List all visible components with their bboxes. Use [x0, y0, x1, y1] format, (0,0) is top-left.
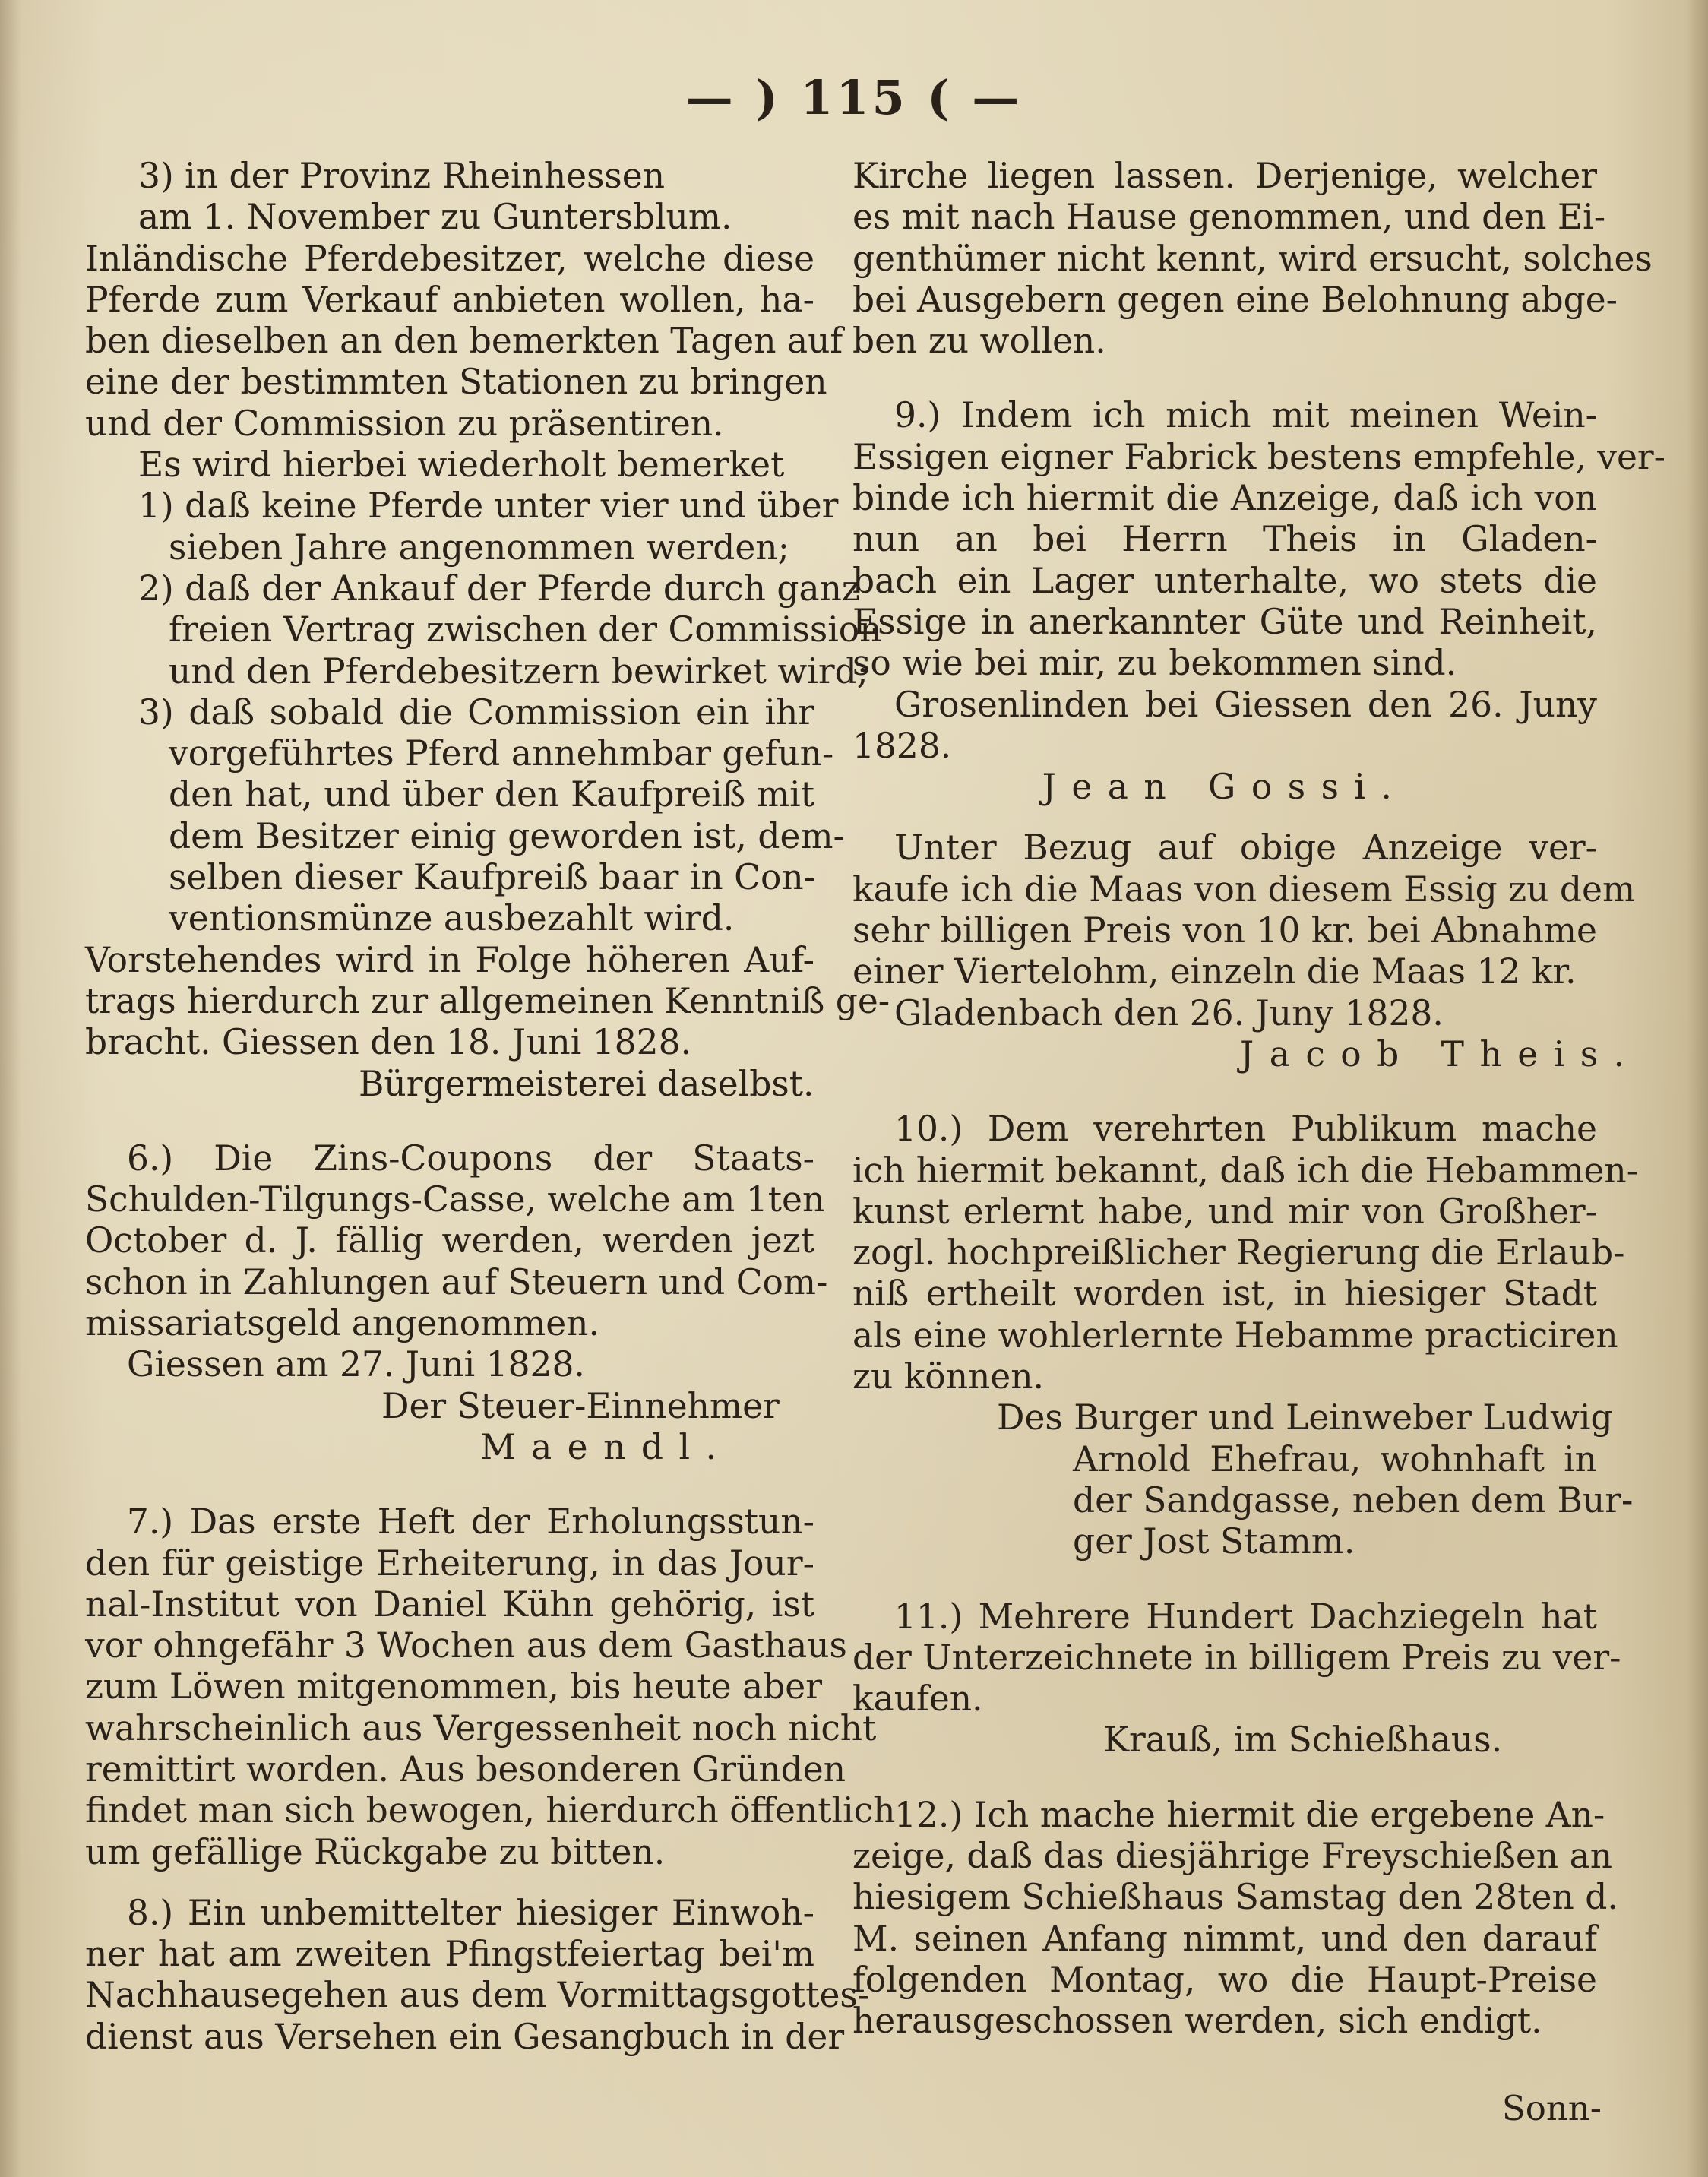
- list-item-continuation: sieben Jahre angenommen werden;: [169, 527, 789, 568]
- text-line: 3) in der Provinz Rheinhessen: [138, 156, 666, 196]
- text-line: Vorstehendes wird in Folge höheren Auf-: [85, 939, 814, 980]
- notice-11-line: 11.) Mehrere Hundert Dachziegeln hat: [894, 1596, 1597, 1637]
- notice-12-line: zeige, daß das diesjährige Freyschießen an: [852, 1835, 1613, 1876]
- list-item-continuation: und den Pferdebesitzern bewirket wird;: [169, 650, 869, 691]
- notice-10-line: zu können.: [852, 1356, 1045, 1397]
- notice-8-line: ner hat am zweiten Pfingstfeiertag bei'm: [85, 1934, 814, 1975]
- list-item-continuation: dem Besitzer einig geworden ist, dem-: [169, 815, 845, 856]
- right-column: [852, 156, 1666, 2042]
- notice-9b-line: sehr billigen Preis von 10 kr. bei Abnahme: [852, 910, 1597, 951]
- text-line: Inländische Pferdebesitzer, welche diese: [85, 238, 814, 279]
- list-item-continuation: den hat, und über den Kaufpreiß mit: [169, 774, 814, 815]
- notice-10-line: zogl. hochpreißlicher Regierung die Erlaub-: [852, 1232, 1625, 1274]
- notice-8-continuation: Kirche liegen lassen. Derjenige, welcher: [852, 156, 1597, 196]
- text-line: und der Commission zu präsentiren.: [85, 403, 724, 444]
- catchword: Sonn-: [1501, 2088, 1602, 2128]
- notice-7-line: den für geistige Erheiterung, in das Jour-: [85, 1543, 814, 1584]
- notice-8-continuation: es mit nach Hause genommen, und den Ei-: [852, 197, 1606, 238]
- notice-8-line: dienst aus Versehen ein Gesangbuch in der: [85, 2016, 845, 2057]
- notice-6-line: schon in Zahlungen auf Steuern und Com-: [85, 1261, 828, 1302]
- notice-6-line: Schulden-Tilgungs-Casse, welche am 1ten: [85, 1179, 825, 1220]
- list-item: 1) daß keine Pferde unter vier und über: [138, 486, 839, 527]
- notice-7-line: zum Löwen mitgenommen, bis heute aber: [85, 1666, 822, 1707]
- notice-12-line: 12.) Ich mache hiermit die ergebene An-: [894, 1794, 1605, 1835]
- notice-9-year: 1828.: [852, 725, 952, 766]
- notice-9b-line: kaufe ich die Maas von diesem Essig zu dem: [852, 869, 1636, 910]
- notice-6-signature-title: Der Steuer-Einnehmer: [381, 1385, 780, 1426]
- notice-9-line: so wie bei mir, zu bekommen sind.: [852, 643, 1457, 684]
- text-line: ben dieselben an den bemerkten Tagen auf: [85, 321, 843, 362]
- notice-6-line: missariatsgeld angenommen.: [85, 1303, 599, 1344]
- notice-11-signature: Krauß, im Schießhaus.: [1103, 1720, 1503, 1761]
- notice-6-date: Giessen am 27. Juni 1828.: [127, 1344, 585, 1385]
- notice-6-signature: Maendl.: [480, 1426, 732, 1467]
- notice-8-continuation: ben zu wollen.: [852, 321, 1106, 362]
- notice-10-signature: Des Burger und Leinweber Ludwig: [997, 1397, 1613, 1438]
- notice-12-line: M. seinen Anfang nimmt, und den darauf: [852, 1918, 1597, 1959]
- notice-10-line: 10.) Dem verehrten Publikum mache: [894, 1109, 1597, 1150]
- notice-10-signature: der Sandgasse, neben dem Bur-: [1073, 1479, 1634, 1520]
- notice-7-line: um gefällige Rückgabe zu bitten.: [85, 1831, 666, 1872]
- notice-7-line: wahrscheinlich aus Vergessenheit noch nicht: [85, 1707, 877, 1748]
- notice-9-line: nun an bei Herrn Theis in Gladen-: [852, 519, 1597, 560]
- notice-9-date: Grosenlinden bei Giessen den 26. Juny: [894, 684, 1597, 725]
- notice-8-line: 8.) Ein unbemittelter hiesiger Einwoh-: [127, 1892, 814, 1933]
- notice-10-signature: ger Jost Stamm.: [1073, 1521, 1355, 1562]
- notice-8-continuation: genthümer nicht kennt, wird ersucht, solches: [852, 238, 1653, 279]
- notice-9b-line: einer Viertelohm, einzeln die Maas 12 kr.: [852, 951, 1577, 992]
- notice-6-line: 6.) Die Zins-Coupons der Staats-: [127, 1138, 814, 1179]
- notice-9-line: bach ein Lager unterhalte, wo stets die: [852, 560, 1597, 601]
- notice-10-line: ich hiermit bekannt, daß ich die Hebammen-: [852, 1150, 1639, 1191]
- notice-12-line: herausgeschossen werden, sich endigt.: [852, 2001, 1542, 2042]
- notice-9-line: Essige in anerkannter Güte und Reinheit,: [852, 601, 1597, 642]
- list-item: 3) daß sobald die Commission ein ihr: [138, 691, 814, 733]
- notice-7-line: findet man sich bewogen, hierdurch öffentlich: [85, 1790, 896, 1831]
- text-line: Es wird hierbei wiederholt bemerket: [138, 445, 785, 486]
- notice-12-line: hiesigem Schießhaus Samstag den 28ten d.: [852, 1877, 1618, 1918]
- list-item-continuation: freien Vertrag zwischen der Commission: [169, 609, 882, 650]
- text-line: trags hierdurch zur allgemeinen Kenntniß ge-: [85, 980, 890, 1021]
- notice-9b-line: Unter Bezug auf obige Anzeige ver-: [894, 827, 1597, 869]
- notice-9-line: Essigen eigner Fabrick bestens empfehle, ver-: [852, 436, 1666, 477]
- notice-7-line: nal-Institut von Daniel Kühn gehörig, ist: [85, 1584, 814, 1625]
- notice-9-line: 9.) Indem ich mich mit meinen Wein-: [894, 395, 1597, 436]
- notice-10-signature: Arnold Ehefrau, wohnhaft in: [1073, 1438, 1597, 1479]
- notice-7-line: 7.) Das erste Heft der Erholungsstun-: [127, 1501, 814, 1543]
- notice-11-line: kaufen.: [852, 1679, 983, 1720]
- text-line: eine der bestimmten Stationen zu bringen: [85, 362, 827, 403]
- page-number-header: — ) 115 ( —: [685, 70, 1023, 125]
- notice-9-signature: Jean Gossi.: [1042, 767, 1408, 808]
- notice-9b-date: Gladenbach den 26. Juny 1828.: [894, 992, 1444, 1033]
- notice-8-line: Nachhausegehen aus dem Vormittagsgottes-: [85, 1975, 870, 2016]
- page-edge-shadow-left: [0, 0, 21, 2177]
- notice-9b-signature: Jacob Theis.: [1240, 1033, 1640, 1074]
- notice-7-line: vor ohngefähr 3 Wochen aus dem Gasthaus: [85, 1625, 847, 1666]
- list-item: 2) daß der Ankauf der Pferde durch ganz: [138, 568, 860, 609]
- list-item-continuation: selben dieser Kaufpreiß baar in Con-: [169, 857, 816, 898]
- text-line: am 1. November zu Guntersblum.: [138, 197, 732, 238]
- notice-10-line: als eine wohlerlernte Hebamme practiciren: [852, 1315, 1618, 1356]
- notice-6-line: October d. J. fällig werden, werden jezt: [85, 1220, 814, 1261]
- notice-10-line: kunst erlernt habe, und mir von Großher-: [852, 1191, 1597, 1232]
- signature: Bürgermeisterei daselbst.: [359, 1063, 814, 1104]
- notice-7-line: remittirt worden. Aus besonderen Gründen: [85, 1748, 846, 1789]
- notice-9-line: binde ich hiermit die Anzeige, daß ich von: [852, 478, 1597, 519]
- notice-8-continuation: bei Ausgebern gegen eine Belohnung abge-: [852, 279, 1618, 320]
- list-item-continuation: vorgeführtes Pferd annehmbar gefun-: [169, 733, 834, 774]
- notice-12-line: folgenden Montag, wo die Haupt-Preise: [852, 1959, 1597, 2000]
- list-item-continuation: ventionsmünze ausbezahlt wird.: [169, 898, 735, 939]
- notice-11-line: der Unterzeichnete in billigem Preis zu ver-: [852, 1637, 1621, 1678]
- notice-10-line: niß ertheilt worden ist, in hiesiger Stadt: [852, 1274, 1597, 1315]
- page-edge-shadow-right: [1687, 0, 1708, 2177]
- left-column: [85, 156, 896, 2058]
- text-line: bracht. Giessen den 18. Juni 1828.: [85, 1022, 691, 1063]
- text-line: Pferde zum Verkauf anbieten wollen, ha-: [85, 279, 814, 320]
